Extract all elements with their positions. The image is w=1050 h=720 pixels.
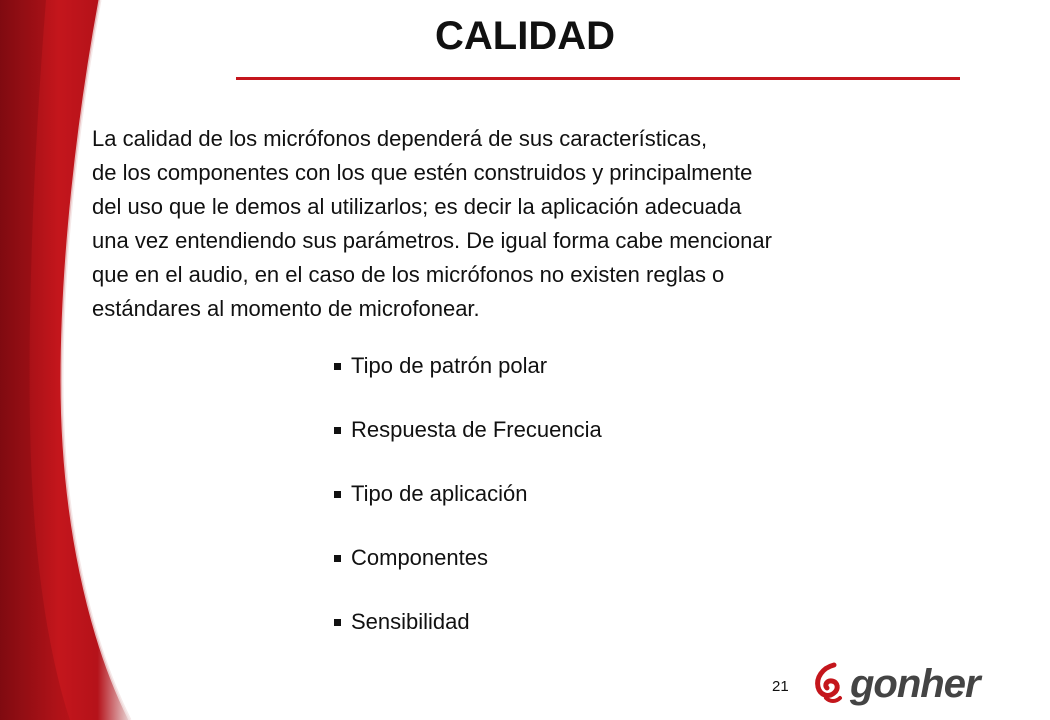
body-paragraph bbox=[92, 122, 942, 326]
page-number: 21 bbox=[772, 678, 789, 695]
bullet-item bbox=[334, 413, 602, 477]
bullet-item bbox=[334, 349, 602, 413]
slide-title: CALIDAD bbox=[435, 14, 615, 58]
square-bullet-icon bbox=[334, 555, 341, 562]
paragraph-line: estándares al momento de microfonear. bbox=[92, 296, 480, 321]
bullet-text: Componentes bbox=[351, 545, 488, 570]
paragraph-line: La calidad de los micrófonos dependerá de sus características, bbox=[92, 126, 708, 151]
gonher-swirl-icon bbox=[812, 662, 846, 706]
feature-bullet-list bbox=[334, 349, 602, 669]
square-bullet-icon bbox=[334, 491, 341, 498]
logo-wordmark: gonher bbox=[850, 661, 980, 706]
square-bullet-icon bbox=[334, 619, 341, 626]
decorative-red-band bbox=[0, 0, 140, 720]
paragraph-line: de los componentes con los que estén construidos y principalmente bbox=[92, 160, 753, 185]
bullet-item bbox=[334, 477, 602, 541]
bullet-item bbox=[334, 605, 602, 669]
square-bullet-icon bbox=[334, 427, 341, 434]
bullet-text: Respuesta de Frecuencia bbox=[351, 417, 602, 442]
title-underline bbox=[236, 77, 960, 80]
paragraph-line: del uso que le demos al utilizarlos; es decir la aplicación adecuada bbox=[92, 194, 742, 219]
bullet-text: Tipo de patrón polar bbox=[351, 353, 548, 378]
paragraph-line: que en el audio, en el caso de los micrófonos no existen reglas o bbox=[92, 262, 725, 287]
bullet-text: Sensibilidad bbox=[351, 609, 470, 634]
paragraph-line: una vez entendiendo sus parámetros. De igual forma cabe mencionar bbox=[92, 228, 772, 253]
bullet-item bbox=[334, 541, 602, 605]
bullet-text: Tipo de aplicación bbox=[351, 481, 528, 506]
square-bullet-icon bbox=[334, 363, 341, 370]
gonher-logo bbox=[812, 660, 980, 708]
